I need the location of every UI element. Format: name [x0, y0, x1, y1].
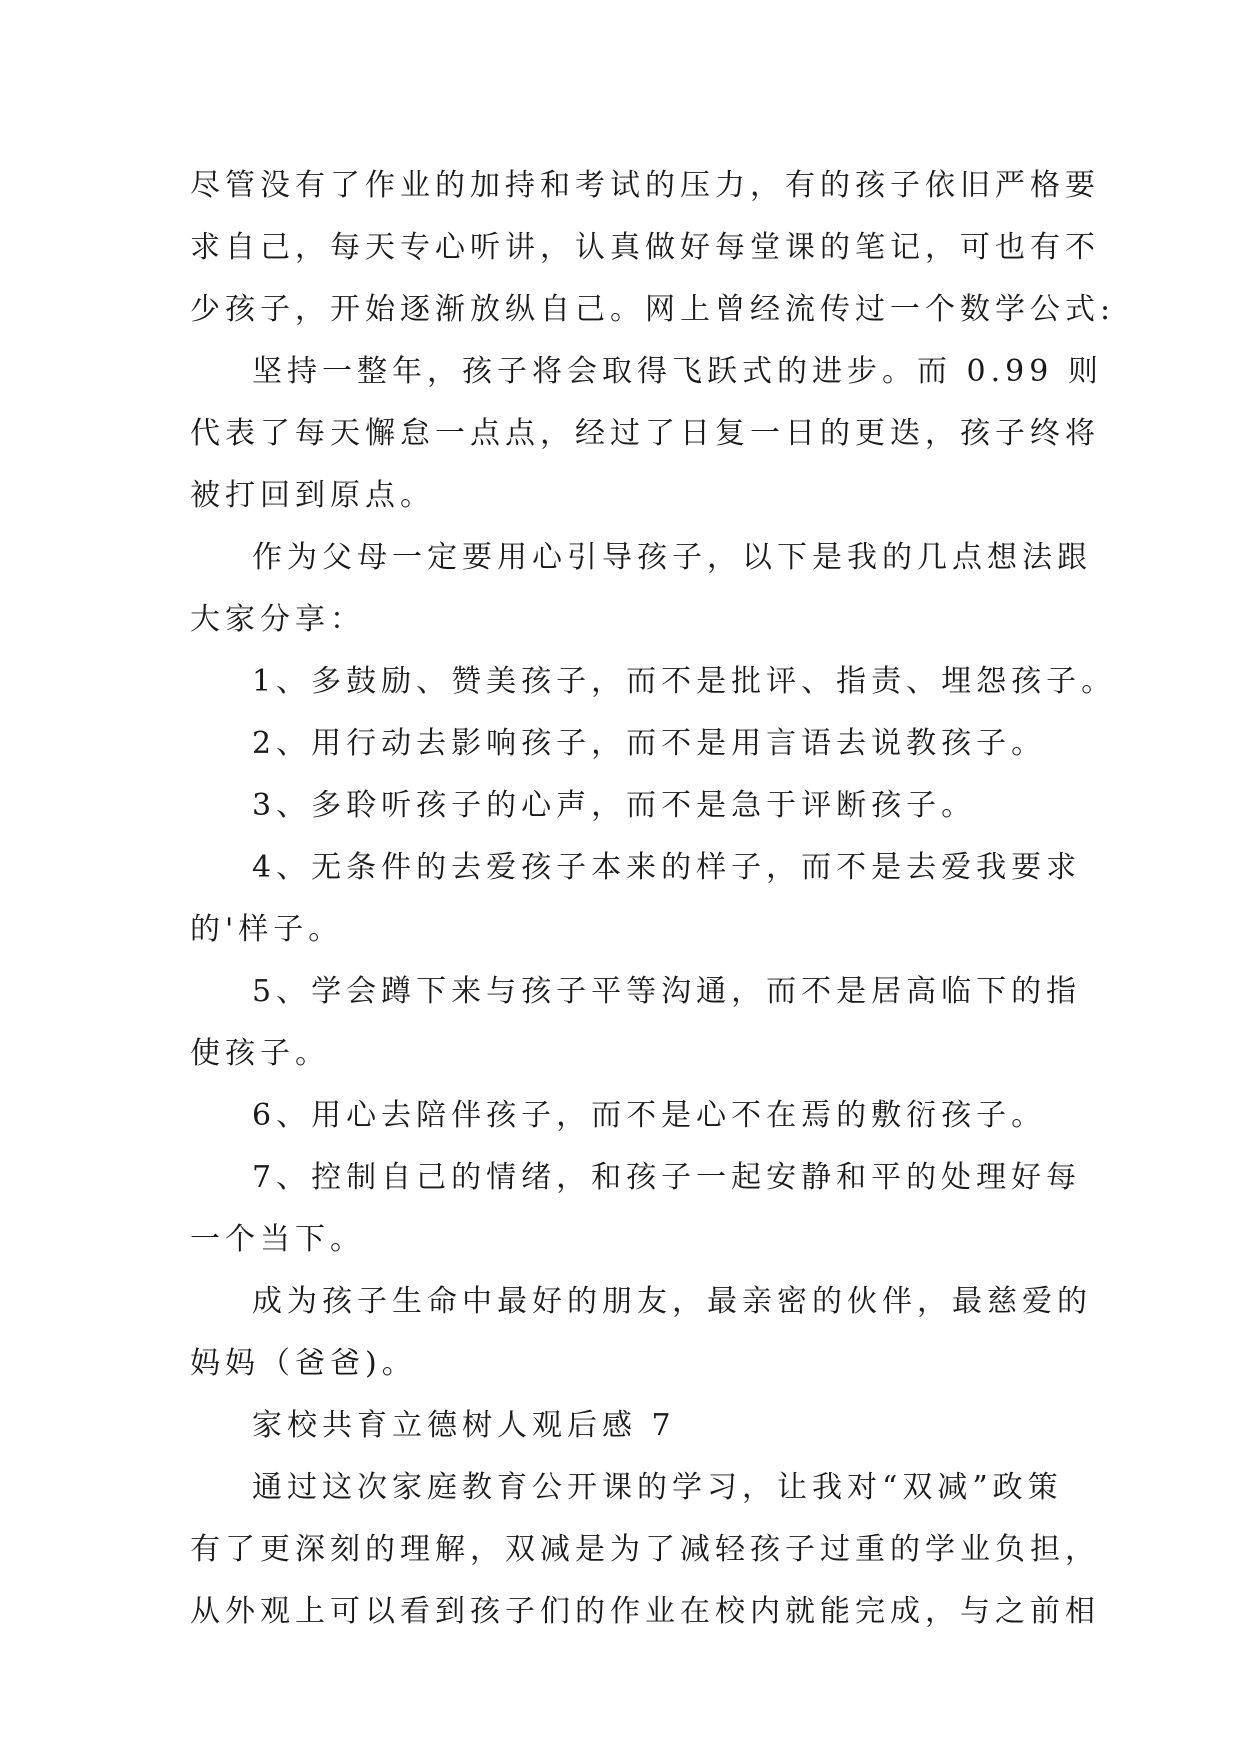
list-item: 2、用行动去影响孩子，而不是用言语去说教孩子。 — [252, 726, 1047, 761]
list-item: 4、无条件的去爱孩子本来的样子，而不是去爱我要求 — [252, 850, 1082, 885]
text-line: 少孩子，开始逐渐放纵自己。网上曾经流传过一个数学公式: — [190, 292, 1116, 327]
list-item: 5、学会蹲下来与孩子平等沟通，而不是居高临下的指 — [252, 974, 1082, 1009]
text-line: 妈妈（爸爸)。 — [190, 1346, 417, 1381]
text-line: 通过这次家庭教育公开课的学习，让我对“双减”政策 — [252, 1470, 1063, 1505]
document-body — [190, 155, 1117, 1643]
list-item: 1、多鼓励、赞美孩子，而不是批评、指责、埋怨孩子。 — [252, 664, 1117, 699]
text-line: 求自己，每天专心听讲，认真做好每堂课的笔记，可也有不 — [190, 230, 1100, 265]
text-line: 一个当下。 — [190, 1222, 365, 1257]
list-item: 3、多聆听孩子的心声，而不是急于评断孩子。 — [252, 788, 977, 823]
text-line: 代表了每天懈怠一点点，经过了日复一日的更迭，孩子终将 — [190, 416, 1100, 451]
text-line: 使孩子。 — [190, 1036, 330, 1071]
list-item: 7、控制自己的情绪，和孩子一起安静和平的处理好每 — [252, 1160, 1082, 1195]
text-line: 成为孩子生命中最好的朋友，最亲密的伙伴，最慈爱的 — [252, 1284, 1092, 1319]
text-line: 尽管没有了作业的加持和考试的压力，有的孩子依旧严格要 — [190, 168, 1100, 203]
text-line: 从外观上可以看到孩子们的作业在校内就能完成，与之前相 — [190, 1594, 1100, 1629]
text-line: 有了更深刻的理解，双减是为了减轻孩子过重的学业负担， — [190, 1532, 1100, 1567]
text-line: 被打回到原点。 — [190, 478, 435, 513]
text-line: 作为父母一定要用心引导孩子，以下是我的几点想法跟 — [252, 540, 1092, 575]
section-heading: 家校共育立德树人观后感 7 — [252, 1408, 676, 1443]
list-item: 6、用心去陪伴孩子，而不是心不在焉的敷衍孩子。 — [252, 1098, 1047, 1133]
text-line: 的'样子。 — [190, 912, 344, 947]
text-line: 坚持一整年，孩子将会取得飞跃式的进步。而 0.99 则 — [252, 354, 1103, 389]
text-line: 大家分享： — [190, 602, 365, 637]
